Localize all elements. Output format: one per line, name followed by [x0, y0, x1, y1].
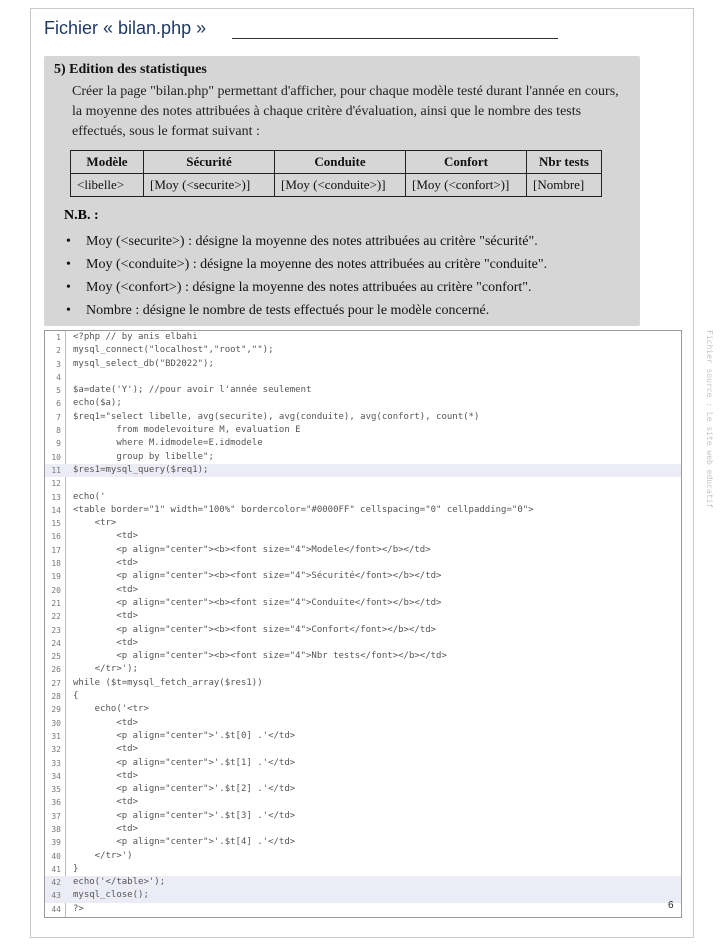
code-text: <td> — [73, 717, 139, 728]
code-text: where M.idmodele=E.idmodele — [73, 438, 263, 449]
cell-nombre: [Nombre] — [527, 174, 602, 197]
line-number: 33 — [51, 758, 61, 768]
note-item — [64, 230, 634, 253]
file-title: Fichier « bilan.php » — [44, 18, 207, 38]
code-text: mysql_select_db("BD2022"); — [73, 358, 214, 369]
note-item — [64, 276, 634, 299]
exercise-paragraph: Créer la page "bilan.php" permettant d'afficher, pour chaque modèle testé durant l'année en cours, la moyenne des notes attribuées à chaque critère d'évaluation, ainsi que le nombre des tests effectués, sous le format suivant : — [72, 84, 619, 139]
code-text: <p align="center">'.$t[2] .'</td> — [73, 784, 296, 795]
line-number: 13 — [51, 492, 61, 502]
line-number: 19 — [51, 572, 61, 582]
code-line — [45, 437, 681, 450]
header-nbr-tests: Nbr tests — [527, 151, 602, 174]
format-table-header — [71, 151, 602, 174]
bullet-icon: • — [66, 234, 71, 249]
line-number: 20 — [51, 585, 61, 595]
line-number: 18 — [51, 559, 61, 569]
code-text: group by libelle"; — [73, 451, 214, 462]
code-line — [45, 823, 681, 836]
line-number: 24 — [51, 638, 61, 648]
line-number: 11 — [51, 465, 61, 475]
code-text: </tr>'); — [73, 664, 139, 675]
line-number: 43 — [51, 891, 61, 901]
side-watermark-text: Fichier source : Le site web educatif — [705, 330, 714, 509]
line-number: 38 — [51, 824, 61, 834]
line-number: 7 — [56, 412, 61, 422]
code-text: ?> — [73, 903, 84, 914]
code-text: <p align="center"><b><font size="4">Modele</font></b></td> — [73, 544, 431, 555]
code-text: <td> — [73, 637, 139, 648]
code-text: while ($t=mysql_fetch_array($res1)) — [73, 677, 263, 688]
code-line — [45, 850, 681, 863]
code-line — [45, 903, 681, 916]
notes-list — [64, 230, 634, 322]
line-number: 26 — [51, 665, 61, 675]
code-line — [45, 544, 681, 557]
line-number: 10 — [51, 452, 61, 462]
header-conduite: Conduite — [275, 151, 406, 174]
line-number: 32 — [51, 745, 61, 755]
code-text: <?php // by anis elbahi — [73, 332, 198, 342]
note-item — [64, 253, 634, 276]
line-number: 25 — [51, 652, 61, 662]
code-line — [45, 703, 681, 716]
line-number: 31 — [51, 731, 61, 741]
code-text: <table border="1" width="100%" bordercolor="#0000FF" cellspacing="0" cellpadding="0"> — [73, 504, 534, 515]
line-number: 35 — [51, 785, 61, 795]
code-text: <td> — [73, 611, 139, 622]
code-text: <td> — [73, 558, 139, 569]
code-line — [45, 424, 681, 437]
line-number: 14 — [51, 505, 61, 515]
code-text: <p align="center"><b><font size="4">Sécurité</font></b></td> — [73, 571, 442, 582]
line-number: 4 — [56, 372, 61, 382]
code-text: <tr> — [73, 518, 117, 529]
code-text: <p align="center">'.$t[0] .'</td> — [73, 730, 296, 741]
note-text: Moy (<securite>) : désigne la moyenne des notes attribuées au critère "sécurité". — [86, 234, 538, 249]
code-line — [45, 464, 681, 477]
code-line — [45, 610, 681, 623]
code-text: from modelevoiture M, evaluation E — [73, 425, 301, 436]
title-underline — [232, 38, 558, 39]
line-number: 15 — [51, 519, 61, 529]
code-text: $res1=mysql_query($req1); — [73, 464, 209, 475]
code-text: <td> — [73, 584, 139, 595]
code-line — [45, 863, 681, 876]
code-line — [45, 876, 681, 889]
code-text: echo(' — [73, 491, 106, 502]
code-line — [45, 730, 681, 743]
note-text: Moy (<conduite>) : désigne la moyenne des notes attribuées au critère "conduite". — [86, 257, 548, 272]
exercise-box — [44, 56, 640, 326]
line-number: 28 — [51, 692, 61, 702]
code-text: { — [73, 691, 79, 702]
format-table-row — [71, 174, 602, 197]
code-line — [45, 358, 681, 371]
bullet-icon: • — [66, 280, 71, 295]
code-text: <p align="center">'.$t[1] .'</td> — [73, 757, 296, 768]
line-number: 12 — [51, 479, 61, 489]
header-modele: Modèle — [71, 151, 144, 174]
line-number: 30 — [51, 718, 61, 728]
line-number: 41 — [51, 864, 61, 874]
code-text: <td> — [73, 744, 139, 755]
format-table — [70, 150, 602, 197]
note-text: Moy (<confort>) : désigne la moyenne des notes attribuées au critère "confort". — [86, 280, 532, 295]
code-text: $a=date('Y'); //pour avoir l'année seulement — [73, 385, 312, 396]
code-line — [45, 650, 681, 663]
cell-moy-confort: [Moy (<confort>)] — [406, 174, 527, 197]
line-number: 6 — [56, 399, 61, 409]
cell-moy-securite: [Moy (<securite>)] — [144, 174, 275, 197]
code-text: mysql_close(); — [73, 890, 149, 901]
line-number: 37 — [51, 811, 61, 821]
line-number: 16 — [51, 532, 61, 542]
code-line — [45, 796, 681, 809]
line-number: 36 — [51, 798, 61, 808]
line-number: 29 — [51, 705, 61, 715]
code-text: <p align="center">'.$t[4] .'</td> — [73, 837, 296, 848]
line-number: 8 — [56, 426, 61, 436]
code-text: <p align="center"><b><font size="4">Conduite</font></b></td> — [73, 597, 442, 608]
code-line — [45, 517, 681, 530]
code-line — [45, 783, 681, 796]
code-text: echo('</table>'); — [73, 877, 166, 888]
code-line — [45, 810, 681, 823]
code-text: <td> — [73, 823, 139, 834]
code-line — [45, 690, 681, 703]
line-number: 23 — [51, 625, 61, 635]
exercise-title: 5) Edition des statistiques — [54, 62, 207, 77]
note-text: Nombre : désigne le nombre de tests effectués pour le modèle concerné. — [86, 303, 490, 318]
code-text: echo('<tr> — [73, 704, 149, 715]
line-number: 2 — [56, 346, 61, 356]
code-text: } — [73, 863, 79, 874]
code-line — [45, 770, 681, 783]
code-line — [45, 344, 681, 357]
code-text: <td> — [73, 770, 139, 781]
code-line — [45, 597, 681, 610]
line-number: 44 — [51, 904, 61, 914]
cell-moy-conduite: [Moy (<conduite>)] — [275, 174, 406, 197]
code-line — [45, 477, 681, 490]
line-number: 1 — [56, 333, 61, 342]
header-securite: Sécurité — [144, 151, 275, 174]
code-line — [45, 491, 681, 504]
code-line — [45, 504, 681, 517]
code-text: <p align="center"><b><font size="4">Nbr tests</font></b></td> — [73, 651, 447, 662]
code-line — [45, 411, 681, 424]
code-line — [45, 836, 681, 849]
line-number: 22 — [51, 612, 61, 622]
note-item — [64, 299, 634, 322]
code-line — [45, 677, 681, 690]
header-confort: Confort — [406, 151, 527, 174]
code-line — [45, 331, 681, 344]
code-line — [45, 663, 681, 676]
code-line — [45, 584, 681, 597]
page-number: 6 — [668, 900, 674, 911]
bullet-icon: • — [66, 303, 71, 318]
code-line — [45, 530, 681, 543]
line-number: 39 — [51, 838, 61, 848]
line-number: 21 — [51, 598, 61, 608]
line-number: 9 — [56, 439, 61, 449]
cell-libelle: <libelle> — [71, 174, 144, 197]
code-line — [45, 624, 681, 637]
nb-label: N.B. : — [64, 208, 99, 223]
code-text: <p align="center">'.$t[3] .'</td> — [73, 810, 296, 821]
line-number: 5 — [56, 386, 61, 396]
code-line — [45, 717, 681, 730]
code-line — [45, 371, 681, 384]
code-line — [45, 637, 681, 650]
code-line — [45, 451, 681, 464]
code-text: $req1="select libelle, avg(securite), avg(conduite), avg(confort), count(*) — [73, 411, 480, 422]
code-text: mysql_connect("localhost","root",""); — [73, 345, 274, 356]
code-line — [45, 384, 681, 397]
code-text: <td> — [73, 531, 139, 542]
code-line — [45, 557, 681, 570]
code-line — [45, 397, 681, 410]
code-line — [45, 889, 681, 902]
line-number: 42 — [51, 878, 61, 888]
line-number: 27 — [51, 678, 61, 688]
code-text: </tr>') — [73, 850, 133, 861]
line-number: 3 — [56, 359, 61, 369]
code-text: <td> — [73, 797, 139, 808]
code-text: echo($a); — [73, 398, 122, 409]
bullet-icon: • — [66, 257, 71, 272]
line-number: 17 — [51, 545, 61, 555]
code-listing — [44, 330, 682, 918]
line-number: 34 — [51, 771, 61, 781]
line-number: 40 — [51, 851, 61, 861]
code-line — [45, 570, 681, 583]
code-text: <p align="center"><b><font size="4">Confort</font></b></td> — [73, 624, 437, 635]
code-line — [45, 757, 681, 770]
code-line — [45, 743, 681, 756]
